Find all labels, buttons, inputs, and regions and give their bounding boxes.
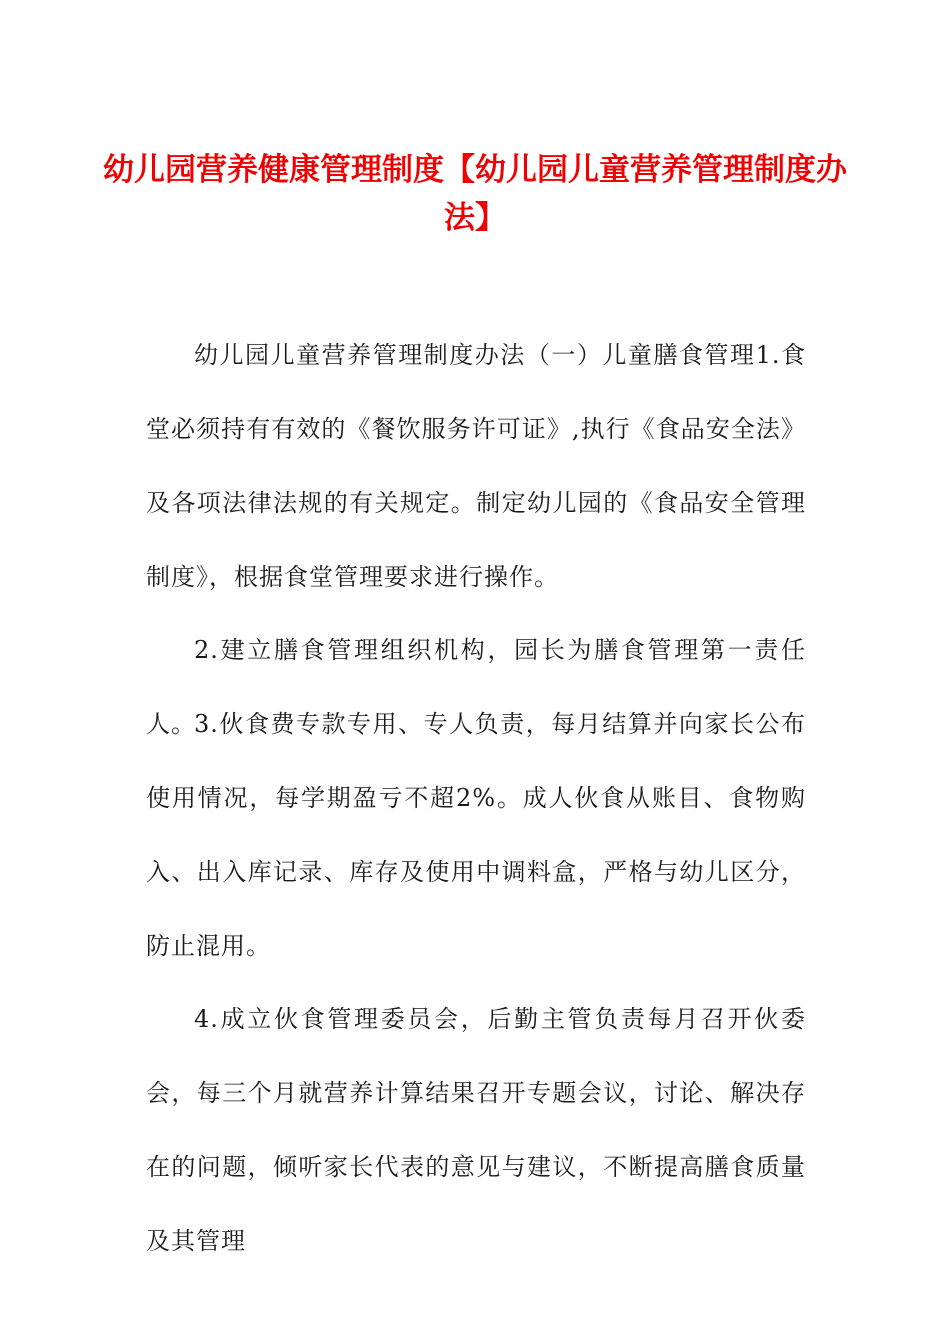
document-title: 幼儿园营养健康管理制度【幼儿园儿童营养管理制度办法】 bbox=[103, 152, 847, 236]
paragraph-2: 2.建立膳食管理组织机构，园长为膳食管理第一责任人。 bbox=[146, 636, 806, 738]
paragraph-1: 幼儿园儿童营养管理制度办法（一）儿童膳食管理1.食堂必须持有有效的《餐饮服务许可证》,执行《食品安全法》及各项法律法规的有关规定。制定幼儿园的《食品安全管理制度》，根据食堂管理要求进行操作。 bbox=[146, 341, 806, 591]
paragraph-3: 3.伙食费专款专用、专人负责，每月结算并向家长公布使用情况，每学期盈亏不超2%。成人伙食从账目、食物购入、出入库记录、库存及使用中调料盒，严格与幼儿区分，防止混用。 bbox=[146, 710, 806, 960]
paragraph-4: 4.成立伙食管理委员会，后勤主管负责每月召开伙委会，每三个月就营养计算结果召开专题会议，讨论、解决存在的问题，倾听家长代表的意见与建议，不断提高膳食质量及其管理 bbox=[146, 1005, 806, 1255]
